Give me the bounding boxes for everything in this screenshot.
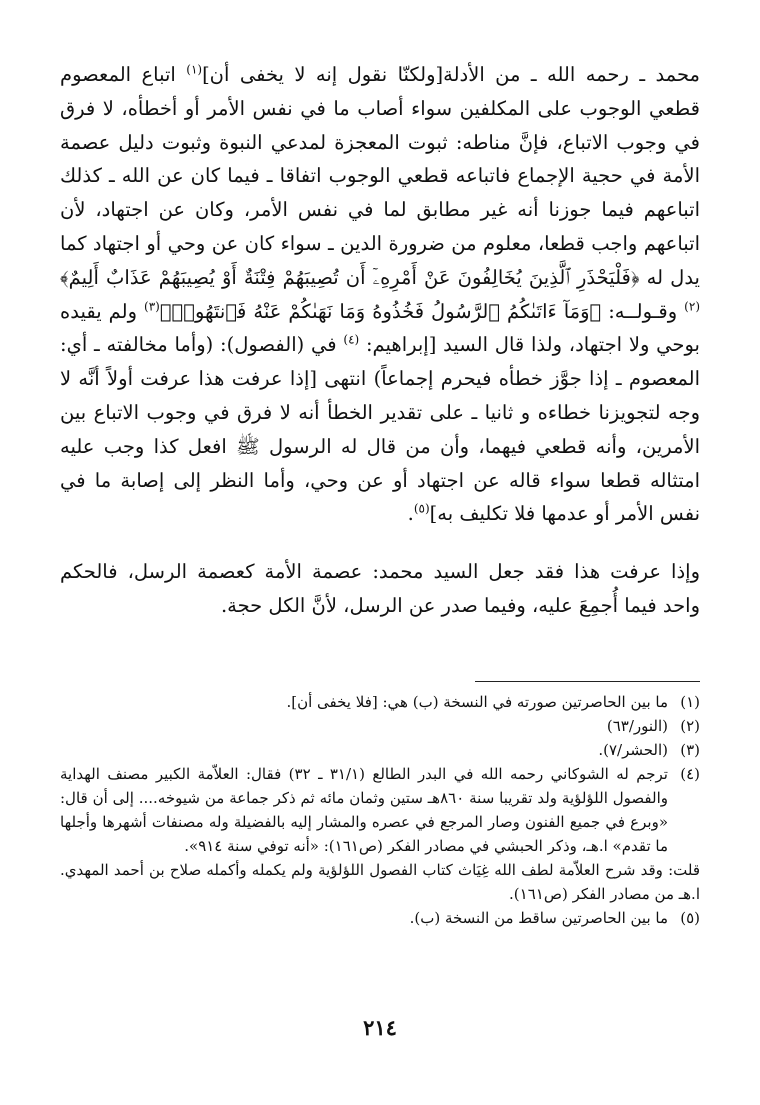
footnote-number: (٢) <box>680 717 700 735</box>
footnote-4 <box>60 762 700 858</box>
text-segment: في (الفصول): (وأما مخالفته ـ أي: المعصوم ـ إذا جوَّز خطأه فيحرم إجماعاً) انتهى [إذا عرفت هذا عرفت أولاً أنَّه لا وجه لتجويزنا خطاءه و ثانيا ـ على تقدير الخطأ أنه لا فرق في وجوب الاتباع بين الأمرين، وأنه قطعي فيهما، وأن من قال له الرسول ﷺ افعل كذا وجب عليه امتثاله قطعا سواء قاله عن اجتهاد أو عن وحي، وأما النظر إلى إصابة ما في نفس الأمر أو عدمها فلا تكليف به] <box>60 333 700 526</box>
text-segment: وقـولــه: ﴿وَمَآ ءَاتَىٰكُمُ ٱلرَّسُولُ فَخُذُوهُ وَمَا نَهَىٰكُمْ عَنْهُ فَٱنتَهُوا۟﴾ <box>159 299 685 323</box>
footnote-ref-2[interactable]: (٢) <box>684 299 700 314</box>
footnote-text: ما بين الحاصرتين ساقط من النسخة (ب). <box>409 909 668 927</box>
footnote-text: (النور/٦٣) <box>606 717 668 735</box>
page-number: ٢١٤ <box>363 1015 397 1040</box>
text-segment: . <box>407 502 414 526</box>
footnote-text: قلت: وقد شرح العلاّمة لطف الله غِيَاث كتاب الفصول اللؤلؤية ولم يكمله وأكمله صلاح بن أحمد المهدي. ا.هـ من مصادر الفكر (ص١٦١). <box>60 861 700 903</box>
footnote-ref-5[interactable]: (٥) <box>413 501 430 516</box>
footnote-1 <box>60 690 700 714</box>
main-text <box>60 58 700 623</box>
footnote-separator <box>475 681 700 682</box>
footnote-text: (الحشر/٧). <box>598 741 668 759</box>
footnote-5 <box>60 906 700 930</box>
footnote-4-continuation <box>60 858 700 906</box>
footnote-text: ترجم له الشوكاني رحمه الله في البدر الطالع (٣١/١ ـ ٣٢) فقال: العلاّمة الكبير مصنف الهداية والفصول اللؤلؤية ولد تقريبا سنة ٨٦٠هـ ستين وثمان مائه ثم ذكر جماعة من شيوخه.... إلى أن قال: «وبرع في جميع الفنون وصار المرجع في عصره والمشار إليه بالفضيلة وله مصنفات أشهرها وأجلها ما تقدم» ا.هـ، وذكر الحبشي في مصادر الفكر (ص١٦١): «أنه توفي سنة ٩١٤». <box>60 765 668 855</box>
main-paragraph-2: وإذا عرفت هذا فقد جعل السيد محمد: عصمة الأمة كعصمة الرسل، فالحكم واحد فيما أُجمِعَ عليه، وفيما صدر عن الرسل، لأنَّ الكل حجة. <box>60 560 700 617</box>
main-paragraph-1 <box>60 58 700 531</box>
footnote-ref-3[interactable]: (٣) <box>144 299 160 314</box>
footnote-ref-1[interactable]: (١) <box>186 62 203 77</box>
text-segment: اتباع المعصوم قطعي الوجوب على المكلفين سواء أصاب ما في نفس الأمر أو أخطأه، لا فرق في وجوب الاتباع، فإنَّ مناطه: ثبوت المعجزة لمدعي النبوة وثبوت دليل عصمة الأمة في حجية الإجماع فاتباعه قطعي الوجوب اتفاقا ـ فيما كان عن الله ـ كذلك اتباعهم فيما جوزنا أنه غير مطابق لما في نفس الأمر، وكان عن اجتهاد، لأن اتباعهم واجب قطعا، معلوم من ضرورة الدين ـ سواء كان عن وحي أو اجتهاد كما يدل له ﴿فَلْيَحْذَرِ ٱلَّذِينَ يُخَالِفُونَ عَنْ أَمْرِهِۦٓ أَن تُصِيبَهُمْ فِتْنَةٌ أَوْ يُصِيبَهُمْ عَذَابٌ أَلِيمٌ﴾ <box>60 63 700 289</box>
footnote-3 <box>60 738 700 762</box>
footnote-number: (١) <box>680 693 700 711</box>
footnote-text: ما بين الحاصرتين صورته في النسخة (ب) هي: [فلا يخفى أن]. <box>286 693 668 711</box>
footnote-number: (٣) <box>680 741 700 759</box>
footnote-number: (٤) <box>680 765 700 783</box>
text-segment: محمد ـ رحمه الله ـ من الأدلة[ولكنّا نقول إنه لا يخفى أن] <box>202 63 700 86</box>
footnote-2 <box>60 714 700 738</box>
footnote-number: (٥) <box>680 909 700 927</box>
footnote-ref-4[interactable]: (٤) <box>343 332 360 347</box>
text-segment: ولم يقيده بوحي ولا اجتهاد، ولذا قال السيد [إبراهيم: <box>60 299 700 357</box>
footnotes <box>60 690 700 930</box>
